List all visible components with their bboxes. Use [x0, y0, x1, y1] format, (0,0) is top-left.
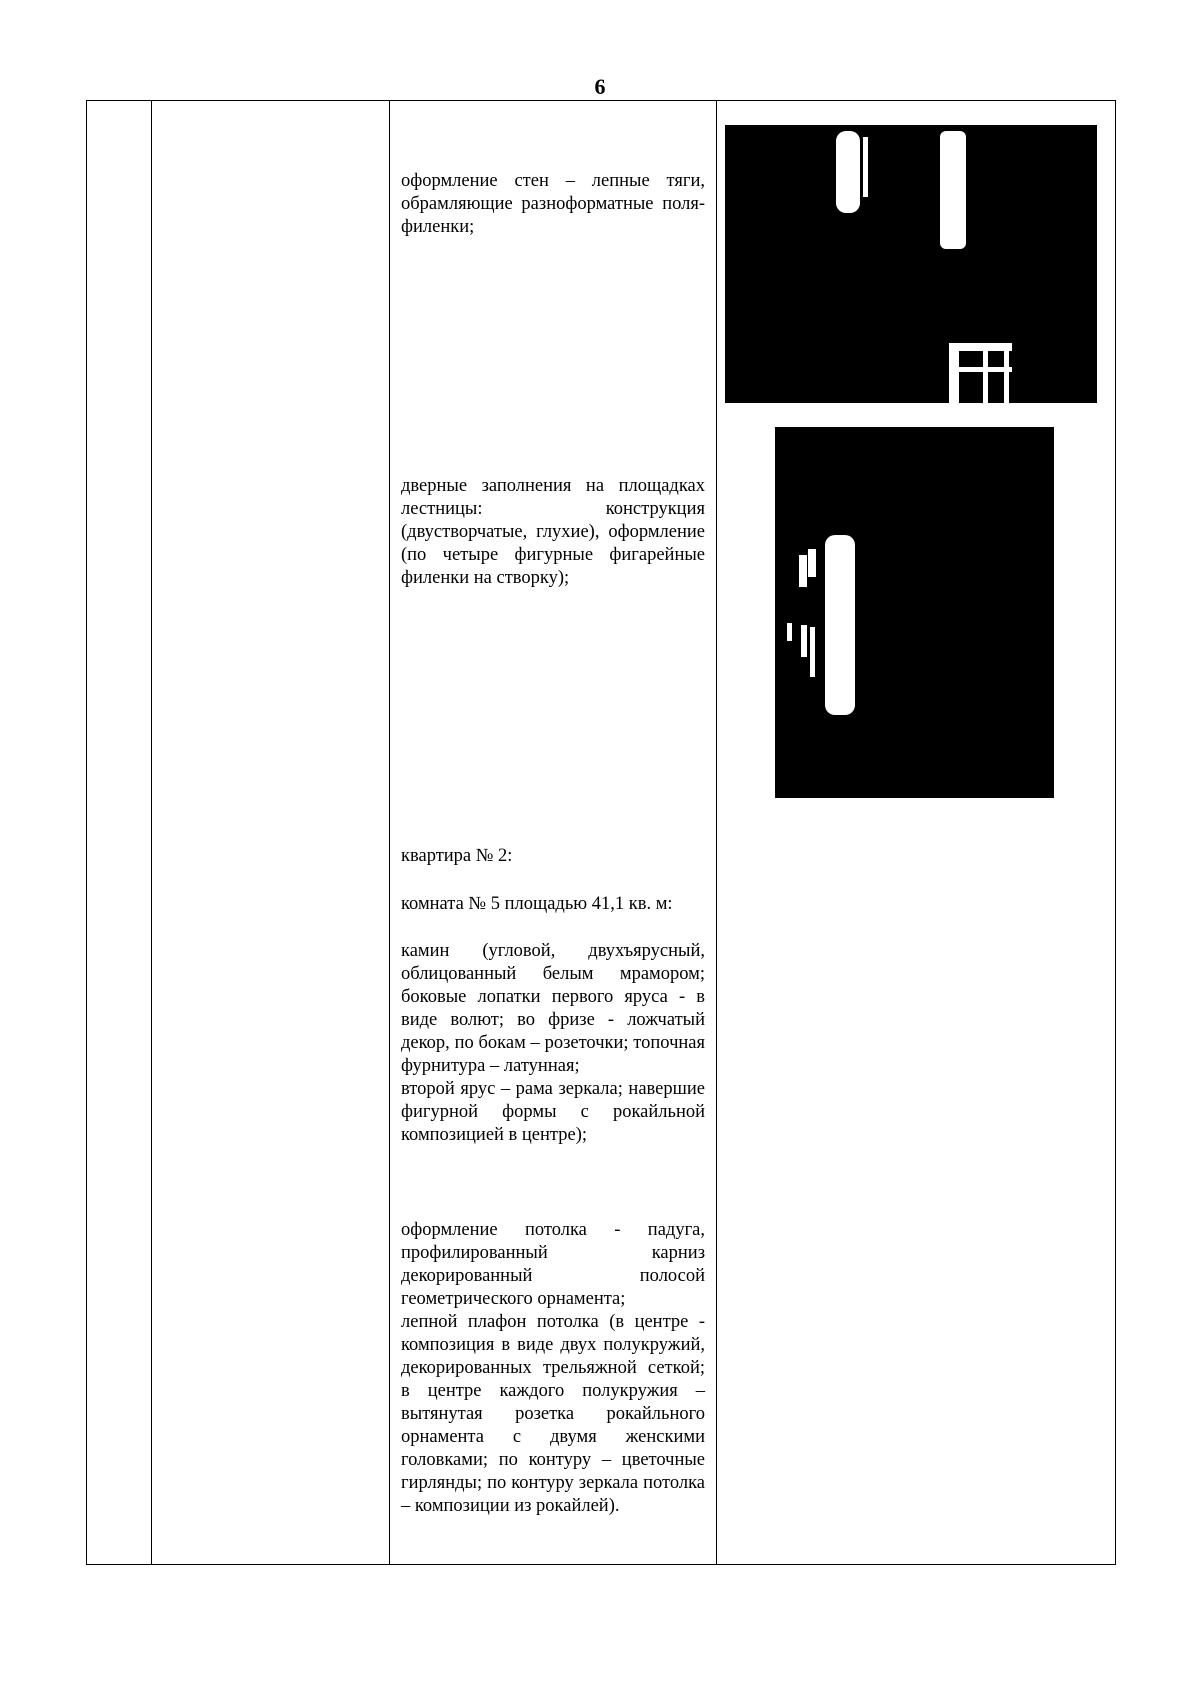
- entry-text: второй ярус – рама зеркала; навершие фигурной формы с рокайльной композицией в центре);: [401, 1079, 705, 1145]
- entry-text: лепной плафон потолка (в центре - композиция в виде двух полукружий, декорированных трельяжной сеткой; в центре каждого полукружия – вытянутая розетка рокайльного орнамента с двумя женскими головками; по контуру – цветочные гирлянды; по контуру зеркала потолка – композиции из рокайлей).: [401, 1312, 705, 1516]
- entry-text: камин (угловой, двухъярусный, облицованный белым мрамором; боковые лопатки первого яруса - в виде волют; во фризе - ложчатый декор, по бокам – розеточки; топочная фурнитура – латунная;: [401, 941, 705, 1076]
- entry-text: комната № 5 площадью 41,1 кв. м:: [401, 894, 673, 914]
- entry-text: дверные заполнения на площадках лестницы: конструкция (двустворчатые, глухие), оформление (по четыре фигурные фигарейные филенки на створку);: [401, 476, 705, 588]
- page-number: 6: [594, 74, 606, 99]
- entry-doors: [401, 475, 705, 590]
- entry-apartment: [401, 845, 705, 868]
- photo-doors: [775, 427, 1054, 798]
- photo-highlight: [836, 131, 860, 213]
- photo-highlight: [825, 535, 855, 715]
- entry-text: квартира № 2:: [401, 846, 513, 866]
- photo-highlight: [940, 131, 966, 249]
- photo-highlight: [863, 137, 868, 197]
- entry-text: оформление стен – лепные тяги, обрамляющие разноформатные поля-филенки;: [401, 171, 705, 237]
- photo-highlight: [810, 627, 815, 677]
- column-divider: [151, 101, 152, 1564]
- entry-walls: [401, 170, 705, 239]
- photo-highlight: [1004, 351, 1009, 403]
- photo-highlight: [954, 367, 1012, 372]
- entry-fireplace: [401, 940, 705, 1147]
- photo-highlight: [799, 555, 807, 587]
- photo-highlight: [808, 549, 816, 577]
- entry-room: [401, 893, 705, 916]
- photo-highlight: [801, 625, 807, 657]
- photo-highlight: [983, 351, 988, 403]
- photo-highlight: [787, 623, 792, 641]
- photo-highlight: [949, 343, 959, 403]
- column-divider: [716, 101, 717, 1564]
- entry-text: оформление потолка - падуга, профилированный карниз декорированный полосой геометрического орнамента;: [401, 1220, 705, 1309]
- column-divider: [389, 101, 390, 1564]
- photo-walls: [725, 125, 1097, 403]
- photo-highlight: [954, 343, 1012, 351]
- entry-ceiling: [401, 1219, 705, 1518]
